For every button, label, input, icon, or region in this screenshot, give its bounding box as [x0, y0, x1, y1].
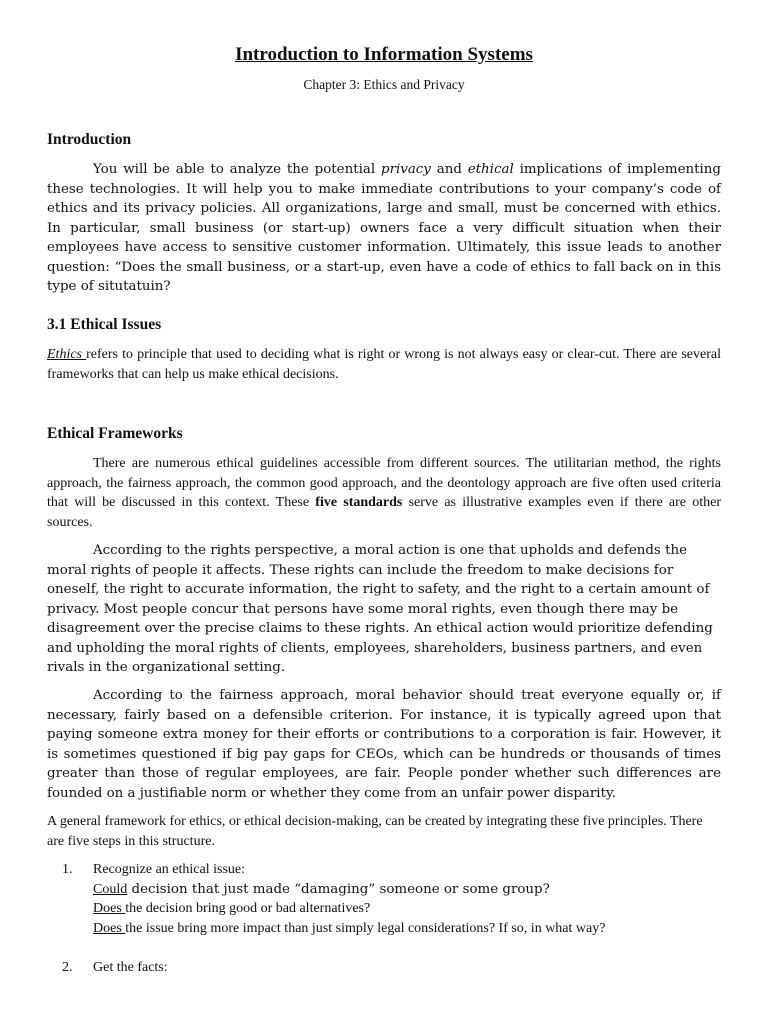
ethics-definition-paragraph [47, 345, 721, 384]
intro-text-b: implications of implementing these technologies. It will help you to make immediate contributions to your company’s code of ethics and its privacy policies. All organizations, large and small, must be concerned with ethics. In particular, small business (or start-up) owners face a very difficult situation when their employees have access to sensitive customer information. Ultimately, this issue leads to another question: “Does the small business, or a start-up, even have a code of ethics to fall back on in this type of situtatuin? [47, 162, 721, 294]
list-number: 1. [62, 862, 73, 877]
frameworks-p1-text-a: There are numerous ethical guidelines accessible from different sources. The utilitarian method, the rights approach, the fairness approach, the common good approach, and the deontology approach are five often used criteria that will be discussed in this context. These [47, 456, 721, 510]
intro-text-and: and [430, 162, 468, 177]
intro-privacy-word: privacy [381, 162, 431, 177]
five-standards-bold: five standards [315, 495, 403, 510]
page-title: Introduction to Information Systems [235, 44, 533, 65]
list-number: 2. [62, 960, 73, 975]
intro-text-a: You will be able to analyze the potential [93, 162, 381, 177]
chapter-subtitle: Chapter 3: Ethics and Privacy [303, 77, 465, 92]
frameworks-p1-text-b: serve as illustrative examples even if there are other sources. [47, 495, 721, 530]
section-heading-ethical-issues: 3.1 Ethical Issues [47, 316, 162, 333]
section-heading-introduction: Introduction [47, 131, 132, 148]
ethics-definition-text: refers to principle that used to deciding what is right or wrong is not always easy or clear-cut. There are several frameworks that can help us make ethical decisions. [47, 347, 721, 382]
fairness-approach-paragraph: According to the fairness approach, moral behavior should treat everyone equally or, if necessary, fairly based on a defensible criterion. For instance, it is typically agreed upon that paying someone extra money for their efforts or contributions to a corporation is fair. However, it is sometimes questioned if big pay gaps for CEOs, which can be hundreds or thousands of times greater than those of regular employees, are fair. People ponder whether such differences are founded on a justifiable norm or whether they come from an unfair power disparity. [47, 688, 721, 801]
general-framework-paragraph: A general framework for ethics, or ethical decision-making, can be created by integrating these five principles. There are five steps in this structure. [47, 814, 703, 849]
introduction-paragraph [47, 160, 721, 297]
step-question-1: Could decision that just made “damaging” someone or some group? [93, 881, 550, 897]
step-title: Get the facts: [93, 960, 168, 975]
step-question-3: Does the issue bring more impact than just simply legal considerations? If so, in what way? [93, 920, 606, 936]
ethics-term: Ethics [47, 347, 87, 362]
rights-perspective-paragraph: According to the rights perspective, a moral action is one that upholds and defends the moral rights of people it affects. These rights can include the freedom to make decisions for oneself, the right to accurate information, the right to safety, and the right to a certain amount of privacy. Most people concur that persons have some moral rights, even though there may be disagreement over the precise claims to these rights. An ethical action would prioritize defending and upholding the moral rights of clients, employees, shareholders, business partners, and even rivals in the organizational setting. [47, 543, 713, 675]
step-question-2: Does the decision bring good or bad alternatives? [93, 901, 371, 916]
step-title: Recognize an ethical issue: [93, 862, 245, 877]
frameworks-paragraph-1 [47, 454, 721, 532]
section-heading-ethical-frameworks: Ethical Frameworks [47, 425, 183, 442]
intro-ethical-word: ethical [467, 162, 514, 177]
